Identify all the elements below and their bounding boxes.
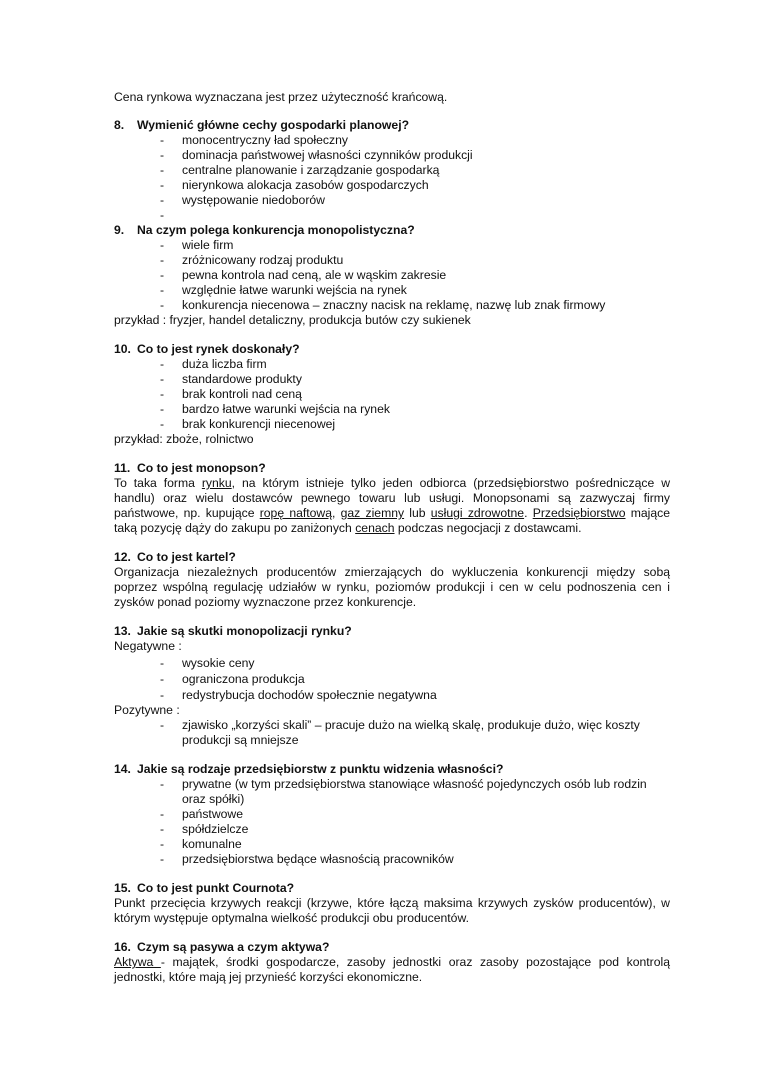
text-span: - majątek, środki gospodarcze, zasoby jednostki oraz zasoby pozostające pod kontrolą jednostki, które mają jej przynieść korzyści ekonomiczne.	[114, 955, 670, 984]
link-uslugi-zdrowotne[interactable]: usługi zdrowotne	[430, 506, 525, 520]
link-gaz-ziemny[interactable]: gaz ziemny	[340, 506, 405, 520]
answer-text: Organizacja niezależnych producentów zmierzających do wykluczenia konkurencji między sobą poprzez wspólną regulację udziałów w rynku, poziomów produkcji i cen w celu podnoszenia cen i zysków ponad poziomy wyznaczone przez konkurencje.	[114, 565, 670, 609]
text-span: , na którym istnieje tylko jeden odbiorca (przedsiębiorstwo pośredniczące w handlu) oraz wielu dostawców pewnego towaru lub usługi. Monopsonami są zazwyczaj firmy państwowe, np. kupujące	[114, 476, 671, 520]
question-14-list	[114, 777, 670, 867]
intro-text: Cena rynkowa wyznaczana jest przez użyteczność krańcową.	[114, 90, 448, 104]
question-number: 13.	[114, 624, 131, 638]
list-item: - spółdzielcze	[114, 822, 670, 837]
question-title: Jakie są skutki monopolizacji rynku?	[137, 624, 352, 638]
question-8	[114, 118, 670, 223]
question-14	[114, 762, 670, 867]
example-text: przykład: zboże, rolnictwo	[114, 432, 254, 446]
question-title: Wymienić główne cechy gospodarki planowej?	[137, 118, 410, 132]
text-span: lub	[404, 506, 431, 520]
question-11-heading	[114, 461, 670, 476]
list-item: - duża liczba firm	[114, 357, 670, 372]
link-rynku[interactable]: rynku	[201, 476, 232, 490]
question-number: 14.	[114, 762, 131, 776]
question-title: Co to jest kartel?	[137, 550, 236, 564]
positive-label: Pozytywne :	[114, 703, 180, 717]
answer-text	[114, 955, 670, 985]
question-9	[114, 223, 670, 328]
question-15	[114, 881, 670, 926]
question-title: Co to jest monopson?	[137, 461, 266, 475]
text-span: ,	[332, 506, 341, 520]
list-item: - pewna kontrola nad ceną, ale w wąskim zakresie	[114, 268, 670, 283]
list-item: - względnie łatwe warunki wejścia na rynek	[114, 283, 670, 298]
question-number: 10.	[114, 342, 131, 356]
list-item: - standardowe produkty	[114, 372, 670, 387]
answer-text: Punkt przecięcia krzywych reakcji (krzywe, które łączą maksima krzywych zysków producentów), w którym występuje optymalna wielkość produkcji obu producentów.	[114, 896, 670, 925]
question-number: 15.	[114, 881, 131, 895]
question-12-heading	[114, 550, 670, 565]
list-item: - wysokie ceny	[114, 655, 670, 671]
question-title: Co to jest punkt Cournota?	[137, 881, 295, 895]
link-przedsiebiorstwo[interactable]: Przedsiębiorstwo	[532, 506, 626, 520]
question-15-heading	[114, 881, 670, 896]
list-item-empty	[114, 208, 670, 223]
list-item: - redystrybucja dochodów społecznie negatywna	[114, 687, 670, 703]
link-cenach[interactable]: cenach	[355, 521, 395, 535]
question-number: 12.	[114, 550, 131, 564]
list-item: - brak konkurencji niecenowej	[114, 417, 670, 432]
question-16-heading	[114, 940, 670, 955]
list-item: - prywatne (w tym przedsiębiorstwa stanowiące własność pojedynczych osób lub rodzin oraz spółki)	[114, 777, 670, 807]
list-item: - nierynkowa alokacja zasobów gospodarczych	[114, 178, 670, 193]
question-10	[114, 342, 670, 447]
question-10-list	[114, 357, 670, 432]
question-16	[114, 940, 670, 985]
text-span: podczas negocjacji z dostawcami.	[394, 521, 582, 535]
link-ropa-naftowa[interactable]: ropę naftową	[259, 506, 333, 520]
answer-text	[114, 476, 670, 536]
question-9-heading	[114, 223, 670, 238]
question-11	[114, 461, 670, 536]
negative-label: Negatywne :	[114, 639, 182, 653]
list-item: - komunalne	[114, 837, 670, 852]
question-number: 9.	[114, 223, 125, 237]
text-span: mające taką pozycję dąży do zakupu po zaniżonych	[114, 506, 670, 535]
list-item: - centralne planowanie i zarządzanie gospodarką	[114, 163, 670, 178]
question-9-list	[114, 238, 670, 313]
question-title: Co to jest rynek doskonały?	[137, 342, 300, 356]
question-title: Czym są pasywa a czym aktywa?	[137, 940, 330, 954]
question-title: Jakie są rodzaje przedsiębiorstw z punktu widzenia własności?	[137, 762, 504, 776]
list-item: - państwowe	[114, 807, 670, 822]
list-item: - konkurencja niecenowa – znaczny nacisk na reklamę, nazwę lub znak firmowy	[114, 298, 670, 313]
list-item: - bardzo łatwe warunki wejścia na rynek	[114, 402, 670, 417]
question-number: 16.	[114, 940, 131, 954]
list-item: - zjawisko „korzyści skali” – pracuje dużo na wielką skalę, produkuje dużo, więc koszty produkcji są mniejsze	[114, 718, 670, 748]
question-number: 8.	[114, 118, 125, 132]
list-item: - monocentryczny ład społeczny	[114, 133, 670, 148]
question-14-heading	[114, 762, 670, 777]
negative-list	[114, 654, 670, 703]
list-item: - wiele firm	[114, 238, 670, 253]
list-item: - przedsiębiorstwa będące własnością pracowników	[114, 852, 670, 867]
list-item: - dominacja państwowej własności czynników produkcji	[114, 148, 670, 163]
document-page	[114, 90, 670, 985]
question-10-heading	[114, 342, 670, 357]
text-span: .	[524, 506, 533, 520]
example-text: przykład : fryzjer, handel detaliczny, produkcja butów czy sukienek	[114, 313, 471, 327]
question-8-heading	[114, 118, 670, 133]
question-title: Na czym polega konkurencja monopolistyczna?	[137, 223, 415, 237]
text-span: To taka forma	[114, 476, 202, 490]
list-item: - zróżnicowany rodzaj produktu	[114, 253, 670, 268]
list-item: - brak kontroli nad ceną	[114, 387, 670, 402]
list-item: - występowanie niedoborów	[114, 193, 670, 208]
question-12	[114, 550, 670, 610]
question-number: 11.	[114, 461, 131, 475]
question-13-heading	[114, 624, 670, 639]
positive-list	[114, 718, 670, 748]
question-8-list	[114, 133, 670, 223]
term-aktywa: Aktywa	[114, 955, 161, 969]
list-item: - ograniczona produkcja	[114, 671, 670, 687]
question-13	[114, 624, 670, 748]
